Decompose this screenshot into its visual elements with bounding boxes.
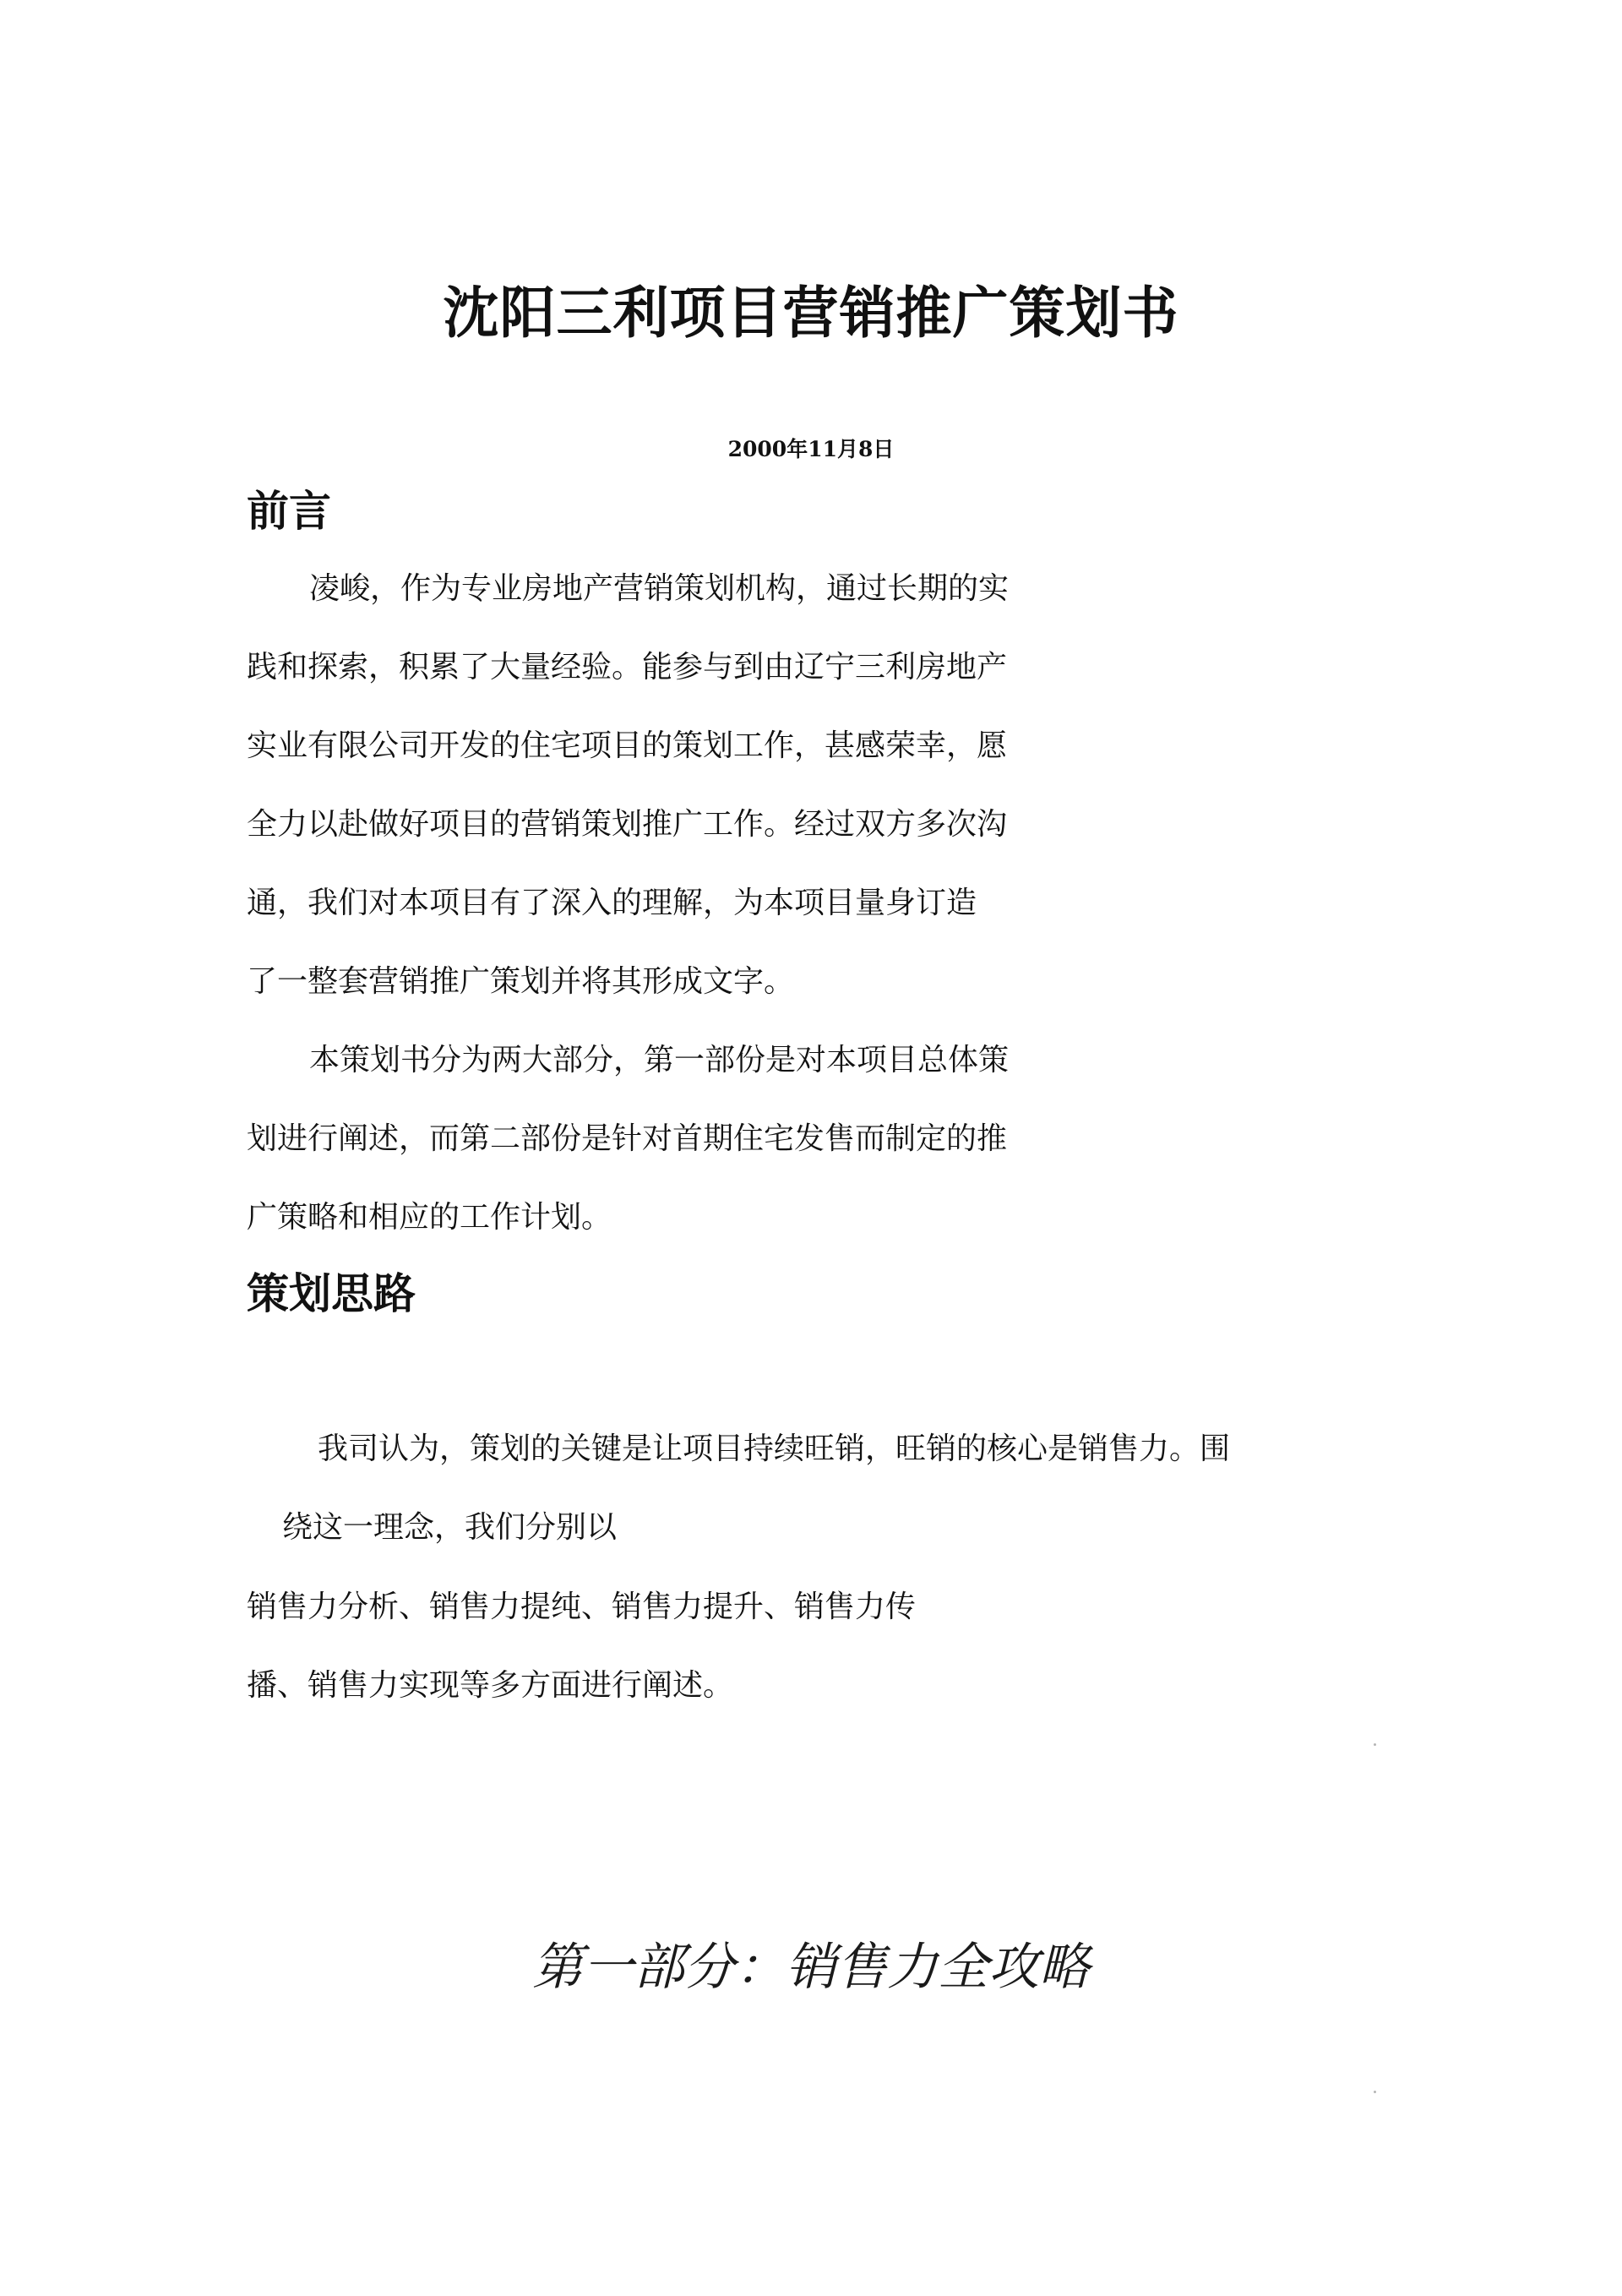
part-one-title: 第一部分：销售力全攻略 bbox=[532, 1938, 1090, 1997]
document-title: 沈阳三利项目营销推广策划书 bbox=[443, 280, 1179, 346]
approach-line: 销售力分析、销售力提纯、销售力提升、销售力传 bbox=[247, 1590, 917, 1624]
document-date: 2000年11月8日 bbox=[727, 437, 895, 461]
preface-line: 划进行阐述，而第二部份是针对首期住宅发售而制定的推 bbox=[247, 1121, 1008, 1156]
preface-line: 通，我们对本项目有了深入的理解，为本项目量身订造 bbox=[247, 886, 977, 920]
preface-heading: 前言 bbox=[247, 486, 331, 536]
approach-line: 我司认为，策划的关键是让项目持续旺销，旺销的核心是销售力。围 bbox=[318, 1432, 1231, 1466]
preface-line: 本策划书分为两大部分，第一部份是对本项目总体策 bbox=[309, 1043, 1010, 1077]
scan-speck bbox=[1374, 2091, 1376, 2093]
preface-line: 广策略和相应的工作计划。 bbox=[247, 1200, 612, 1235]
approach-line: 绕这一理念，我们分别以 bbox=[282, 1510, 618, 1545]
preface-line: 践和探索，积累了大量经验。能参与到由辽宁三利房地产 bbox=[247, 650, 1008, 684]
preface-line: 凌峻，作为专业房地产营销策划机构，通过长期的实 bbox=[309, 571, 1010, 606]
preface-line: 了一整套营销推广策划并将其形成文字。 bbox=[247, 964, 795, 999]
preface-line: 全力以赴做好项目的营销策划推广工作。经过双方多次沟 bbox=[247, 807, 1008, 842]
preface-line: 实业有限公司开发的住宅项目的策划工作，甚感荣幸，愿 bbox=[247, 728, 1008, 763]
approach-line: 播、销售力实现等多方面进行阐述。 bbox=[247, 1668, 734, 1703]
scan-speck bbox=[1374, 1743, 1376, 1746]
approach-heading: 策划思路 bbox=[247, 1268, 416, 1318]
